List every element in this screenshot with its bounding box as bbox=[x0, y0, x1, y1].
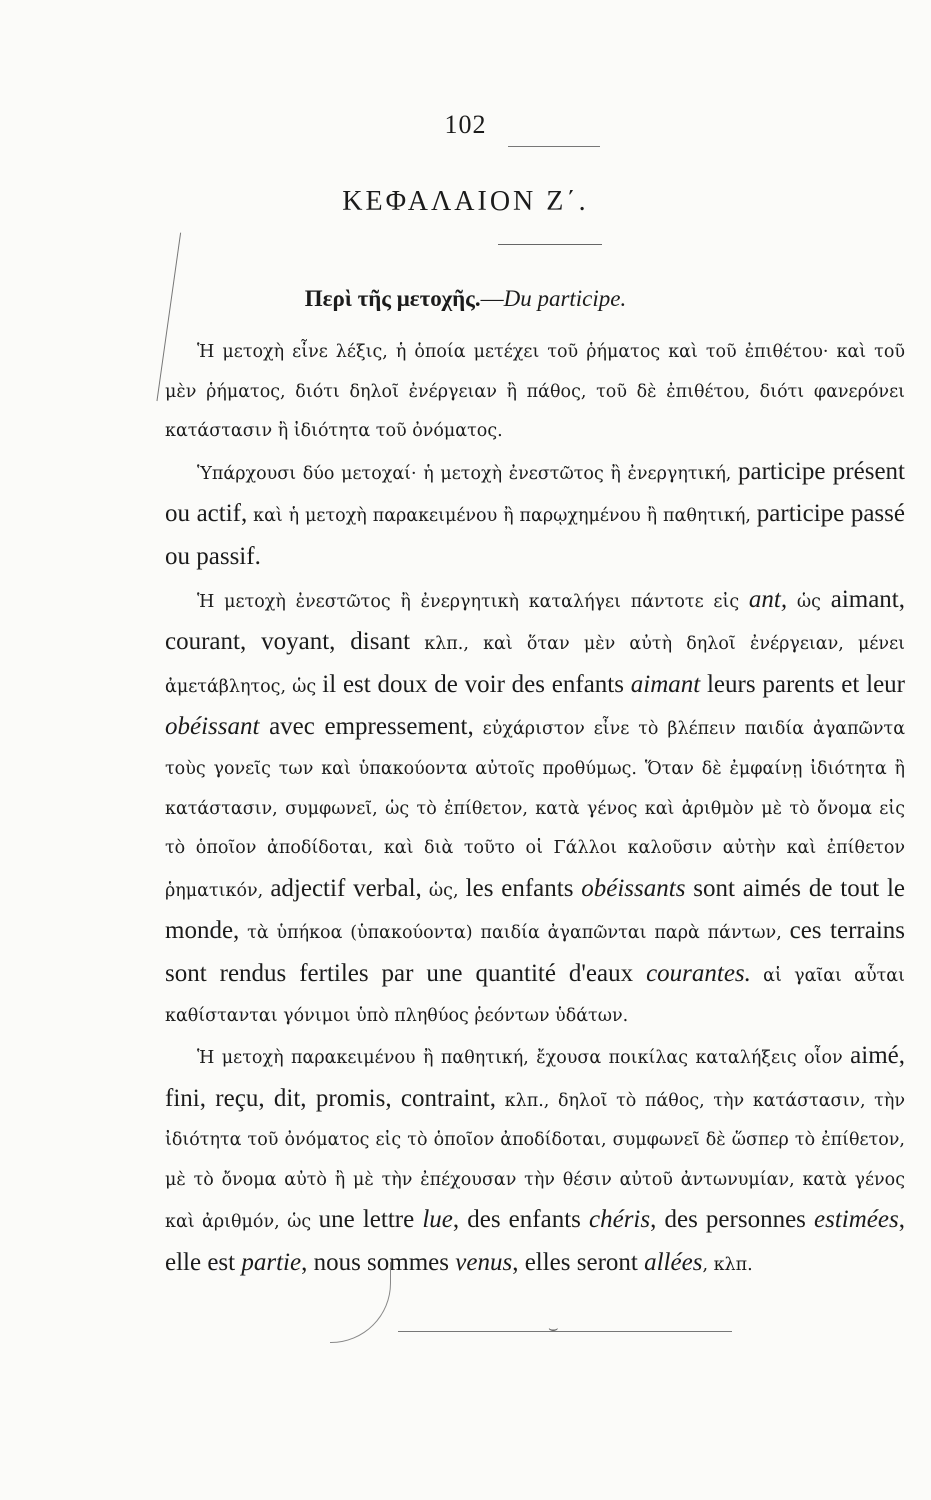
french-text: obéissants bbox=[581, 874, 686, 902]
french-text: ant, bbox=[748, 585, 788, 613]
greek-text: Ἡ μετοχὴ εἶνε λέξις, ἡ ὁποία μετέχει τοῦ ῥήματος καὶ τοῦ ἐπιθέτου· καὶ τοῦ μὲν ῥήματος, διότι δηλοῖ ἐνέργειαν ἢ πάθος, τοῦ δὲ ἐπιθέτου, διότι φανερόνει κατάστασιν ἢ ἰδιότητα τοῦ ὀνόματος. bbox=[165, 342, 905, 442]
page-number-rule bbox=[508, 146, 600, 147]
french-text: il est doux de voir des enfants bbox=[322, 670, 631, 698]
french-text: partie bbox=[241, 1249, 302, 1277]
french-text: ces terrains sont rendus fertiles par une quantité d'eaux bbox=[165, 917, 906, 987]
paragraph bbox=[165, 1036, 905, 1286]
chapter-title: ΚΕΦΑΛΑΙΟΝ Ζ΄. bbox=[342, 186, 589, 217]
french-text: obéissant bbox=[165, 713, 260, 741]
greek-text: ὡς bbox=[787, 591, 831, 612]
greek-text: κλπ., δηλοῖ τὸ πάθος, τὴν κατάστασιν, τὴν ἰδιότητα τοῦ ὀνόματος εἰς τὸ ὁποῖον ἀποδίδοται, συμφωνεῖ δὲ ὥσπερ τὸ ἐπίθετον, μὲ τὸ ὄνομα αὐτὸ ἢ μὲ τὴν ἐπέχουσαν τὴν θέσιν αὐτοῦ ἀντωνυμίαν, κατὰ γένος καὶ ἀριθμόν, ὡς bbox=[165, 1090, 905, 1233]
greek-text: αἱ γαῖαι αὗται καθίστανται γόνιμοι ὑπὸ πληθύος ῥεόντων ὑδάτων. bbox=[165, 965, 905, 1026]
french-text: allées bbox=[644, 1249, 703, 1277]
french-text: avec empressement, bbox=[259, 713, 474, 741]
title-rule bbox=[498, 244, 602, 245]
greek-text: Ἡ μετοχὴ ἐνεστῶτος ἢ ἐνεργητικὴ καταλήγει πάντοτε εἰς bbox=[197, 591, 749, 612]
french-text: , des enfants bbox=[452, 1206, 589, 1234]
french-text: participe passé ou passif. bbox=[165, 500, 905, 570]
greek-text: τὰ ὑπήκοα (ὑπακούοντα) παιδία ἀγαπῶνται παρὰ πάντων, bbox=[239, 923, 790, 944]
french-text: venus bbox=[455, 1249, 513, 1277]
body-text bbox=[165, 333, 905, 1286]
french-text: leurs parents et leur bbox=[700, 670, 905, 698]
french-text: lue bbox=[422, 1206, 453, 1234]
end-ornament bbox=[398, 1331, 732, 1332]
french-text: , elles seront bbox=[512, 1249, 645, 1277]
french-text: , des personnes bbox=[650, 1206, 815, 1234]
greek-text: , κλπ. bbox=[702, 1255, 753, 1276]
french-text: , elle est bbox=[165, 1206, 905, 1277]
french-text: estimées bbox=[814, 1206, 899, 1234]
french-text: une lettre bbox=[318, 1206, 423, 1234]
french-text: chéris bbox=[589, 1206, 651, 1234]
greek-text: ὡς, bbox=[421, 880, 466, 901]
page-number: 102 bbox=[444, 110, 487, 139]
french-text: adjectif verbal, bbox=[270, 874, 422, 902]
french-text: sont aimés de tout le monde, bbox=[165, 874, 905, 945]
section-heading bbox=[0, 286, 931, 312]
french-text: aimant, courant, voyant, disant bbox=[165, 585, 905, 656]
section-heading-dash: — bbox=[480, 286, 504, 311]
paragraph bbox=[165, 580, 905, 1037]
paragraph bbox=[165, 452, 905, 580]
french-text: les enfants bbox=[465, 874, 582, 902]
greek-text: καὶ ἡ μετοχὴ παρακειμένου ἢ παρῳχημένου ἢ παθητική, bbox=[247, 506, 757, 527]
french-text: participe présent ou actif, bbox=[165, 457, 905, 528]
greek-text: Ἡ μετοχὴ παρακειμένου ἢ παθητική, ἔχουσα ποικίλας καταλήξεις οἷον bbox=[197, 1048, 851, 1069]
paragraph bbox=[165, 333, 905, 452]
greek-text: εὐχάριστον εἶνε τὸ βλέπειν παιδία ἀγαπῶντα τοὺς γονεῖς των καὶ ὑπακούοντα αὐτοῖς προθύμως. Ὅταν δὲ ἐμφαίνῃ ἰδιότητα ἢ κατάστασιν, συμφωνεῖ, ὡς τὸ ἐπίθετον, κατὰ γένος καὶ ἀριθμὸν μὲ τὸ ὄνομα εἰς τὸ ὁποῖον ἀποδίδοται, καὶ διὰ τοῦτο οἱ Γάλλοι καλοῦσιν αὐτὴν καὶ ἐπίθετον ῥηματικόν, bbox=[165, 719, 906, 901]
margin-pencil-mark bbox=[330, 1262, 391, 1343]
section-heading-french: Du participe. bbox=[503, 286, 627, 311]
french-text: , nous sommes bbox=[301, 1249, 456, 1277]
french-text: aimant bbox=[630, 670, 701, 698]
greek-text: Ὑπάρχουσι δύο μετοχαί· ἡ μετοχὴ ἐνεστῶτος ἢ ἐνεργητική, bbox=[197, 463, 739, 484]
french-text: courantes. bbox=[646, 959, 751, 987]
french-text: aimé, fini, reçu, dit, promis, contraint, bbox=[165, 1042, 905, 1112]
section-heading-greek: Περὶ τῆς μετοχῆς. bbox=[304, 286, 481, 311]
greek-text: κλπ., καὶ ὅταν μὲν αὐτὴ δηλοῖ ἐνέργειαν, μένει ἀμετάβλητος, ὡς bbox=[165, 634, 905, 697]
